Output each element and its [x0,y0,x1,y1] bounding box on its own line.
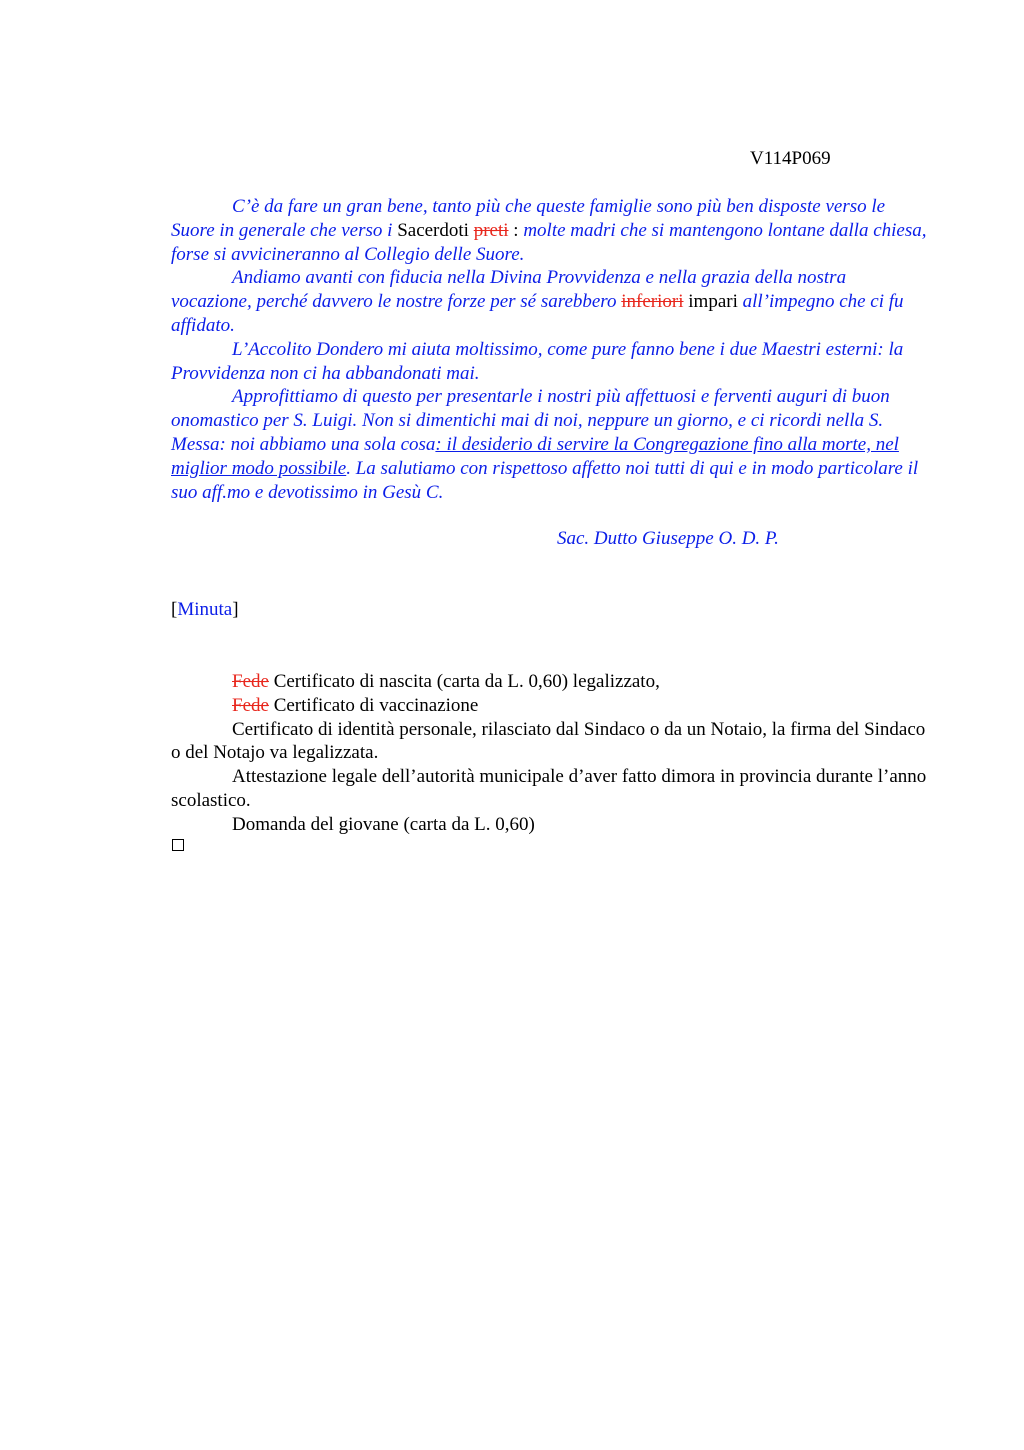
struck-word: preti [473,219,509,241]
letter-text: molte madri che si mantengono lontane dalla chiesa, forse si avvicineranno al Collegio delle Suore. [171,219,927,265]
list-item [171,765,931,813]
list-item-text: Attestazione legale dell’autorità municipale d’aver fatto dimora in provincia durante l’anno scolastico. [171,766,927,811]
letter-text: C’è da fare un gran bene, tanto più che queste famiglie sono più ben disposte verso le Suore in generale che verso i [171,196,886,241]
letter-paragraph-3 [171,338,931,386]
certificate-list [171,670,931,837]
signature: Sac. Dutto Giuseppe O. D. P. [557,528,779,549]
letter-paragraph-1 [171,195,931,266]
checkbox-square-icon [172,839,184,851]
minuta-label [171,598,239,622]
bracket-close: ] [232,599,239,620]
letter-paragraph-2 [171,266,931,337]
list-item [171,813,931,837]
struck-word: Fede [232,694,269,716]
inserted-word: Sacerdoti [397,219,469,241]
letter-text: Approfittiamo di questo per presentarle i nostri più affettuosi e ferventi auguri di buon onomastico per S. Luigi. Non si dimentichi mai di noi, neppure un giorno, e ci ricordi nella S. Messa: noi abbiamo una sola cosa [171,386,890,455]
minuta-word: Minuta [177,599,233,620]
list-item-text: Certificato di identità personale, rilasciato dal Sindaco o da un Notaio, la firma del Sindaco o del Notajo va legalizzata. [171,718,926,764]
underlined-text: : il desiderio di servire la Congregazione fino alla morte, nel miglior modo possibile [171,433,899,479]
struck-word: Fede [232,671,269,692]
letter-body [171,195,931,504]
list-item [171,718,931,766]
list-item-text: Certificato di nascita (carta da L. 0,60) legalizzato, [268,671,660,692]
list-item [171,670,931,694]
page-id: V114P069 [750,148,831,169]
list-item [171,694,931,718]
bracket-open: [ [171,599,178,620]
inserted-word: impari [683,291,743,313]
letter-text: L’Accolito Dondero mi aiuta moltissimo, come pure fanno bene i due Maestri esterni: la Provvidenza non ci ha abbandonati mai. [171,338,904,384]
letter-text: Andiamo avanti con fiducia nella Divina Provvidenza e nella grazia della nostra vocazione, perché davvero le nostre forze per sé sarebbero [171,267,847,313]
list-item-text: Certificato di vaccinazione [268,694,479,716]
letter-text: . La salutiamo con rispettoso affetto noi tutti di qui e in modo particolare il suo aff.mo e devotissimo in Gesù C. [171,457,919,503]
list-item-text: Domanda del giovane (carta da L. 0,60) [232,813,535,835]
struck-word: inferiori [621,291,684,313]
letter-paragraph-4 [171,385,931,504]
colon-text: : [508,219,524,241]
letter-text: all’impegno che ci fu affidato. [171,291,904,336]
